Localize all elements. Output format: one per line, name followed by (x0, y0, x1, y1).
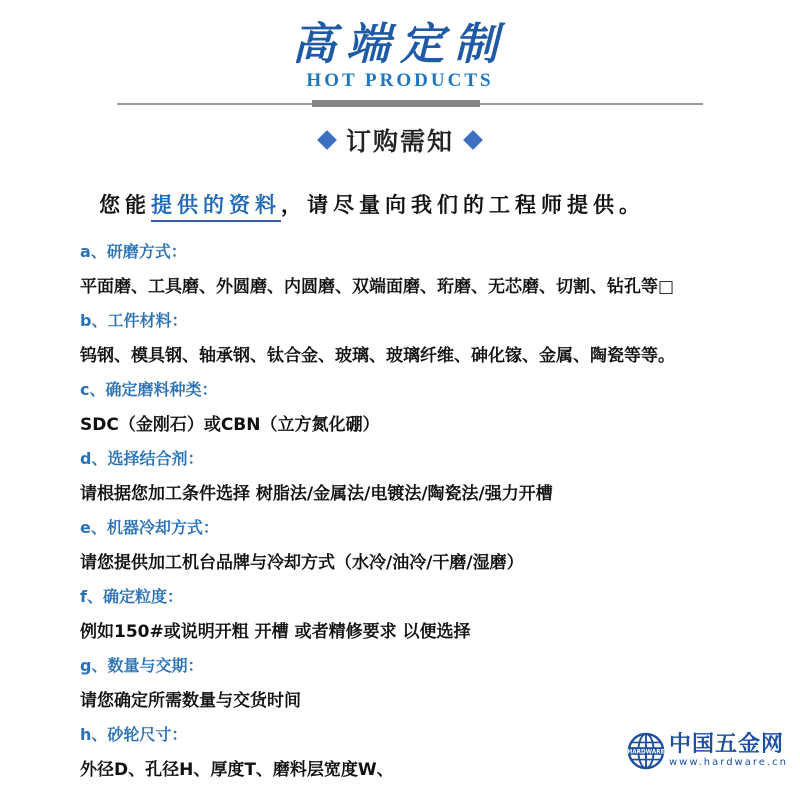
item-label: h、砂轮尺寸： (80, 725, 188, 744)
intro-text (99, 189, 645, 219)
logo-url: www.hardware.cn (669, 757, 788, 768)
logo-name: 中国五金网 (669, 732, 785, 757)
divider-bar (312, 100, 480, 107)
diamond-left-icon (317, 130, 337, 150)
item-label: c、确定磨料种类： (80, 380, 218, 399)
item-label: g、数量与交期： (80, 656, 204, 675)
item-label: f、确定粒度： (80, 587, 183, 606)
item-text: 请您提供加工机台品牌与冷却方式（水冷/油冷/干磨/湿磨） (80, 553, 524, 573)
item-text: 请根据您加工条件选择 树脂法/金属法/电镀法/陶瓷法/强力开槽 (80, 484, 553, 504)
item-text: 例如150#或说明开粗 开槽 或者精修要求 以便选择 (80, 622, 471, 642)
item-label: a、研磨方式： (80, 242, 187, 261)
item-text: SDC（金刚石）或CBN（立方氮化硼） (80, 415, 380, 435)
header-title: 高端定制 (292, 19, 508, 70)
item-label: b、工件材料： (80, 311, 188, 330)
watermark-logo (627, 732, 788, 770)
item-text: 钨钢、模具钢、轴承钢、钛合金、玻璃、玻璃纤维、砷化镓、金属、陶瓷等等。 (80, 346, 675, 366)
requirements-list (80, 238, 790, 790)
intro-suffix: ，请尽量向我们的工程师提供。 (281, 193, 645, 217)
intro-highlight: 提供的资料 (151, 193, 281, 222)
section-title (0, 122, 800, 158)
svg-text:HARDWARE: HARDWARE (627, 749, 665, 756)
section-title-text: 订购需知 (345, 127, 454, 156)
item-label: d、选择结合剂： (80, 449, 204, 468)
intro-prefix: 您能 (99, 193, 151, 217)
item-text: 平面磨、工具磨、外圆磨、内圆磨、双端面磨、珩磨、无芯磨、切割、钻孔等□ (80, 277, 675, 297)
logo-text (669, 733, 788, 769)
item-text: 请您确定所需数量与交货时间 (80, 691, 301, 711)
globe-icon (627, 732, 665, 770)
diamond-right-icon (463, 130, 483, 150)
item-text: 外径D、孔径H、厚度T、磨料层宽度W、 (80, 760, 394, 780)
item-label: e、机器冷却方式： (80, 518, 219, 537)
header-subtitle: HOT PRODUCTS (306, 70, 494, 91)
